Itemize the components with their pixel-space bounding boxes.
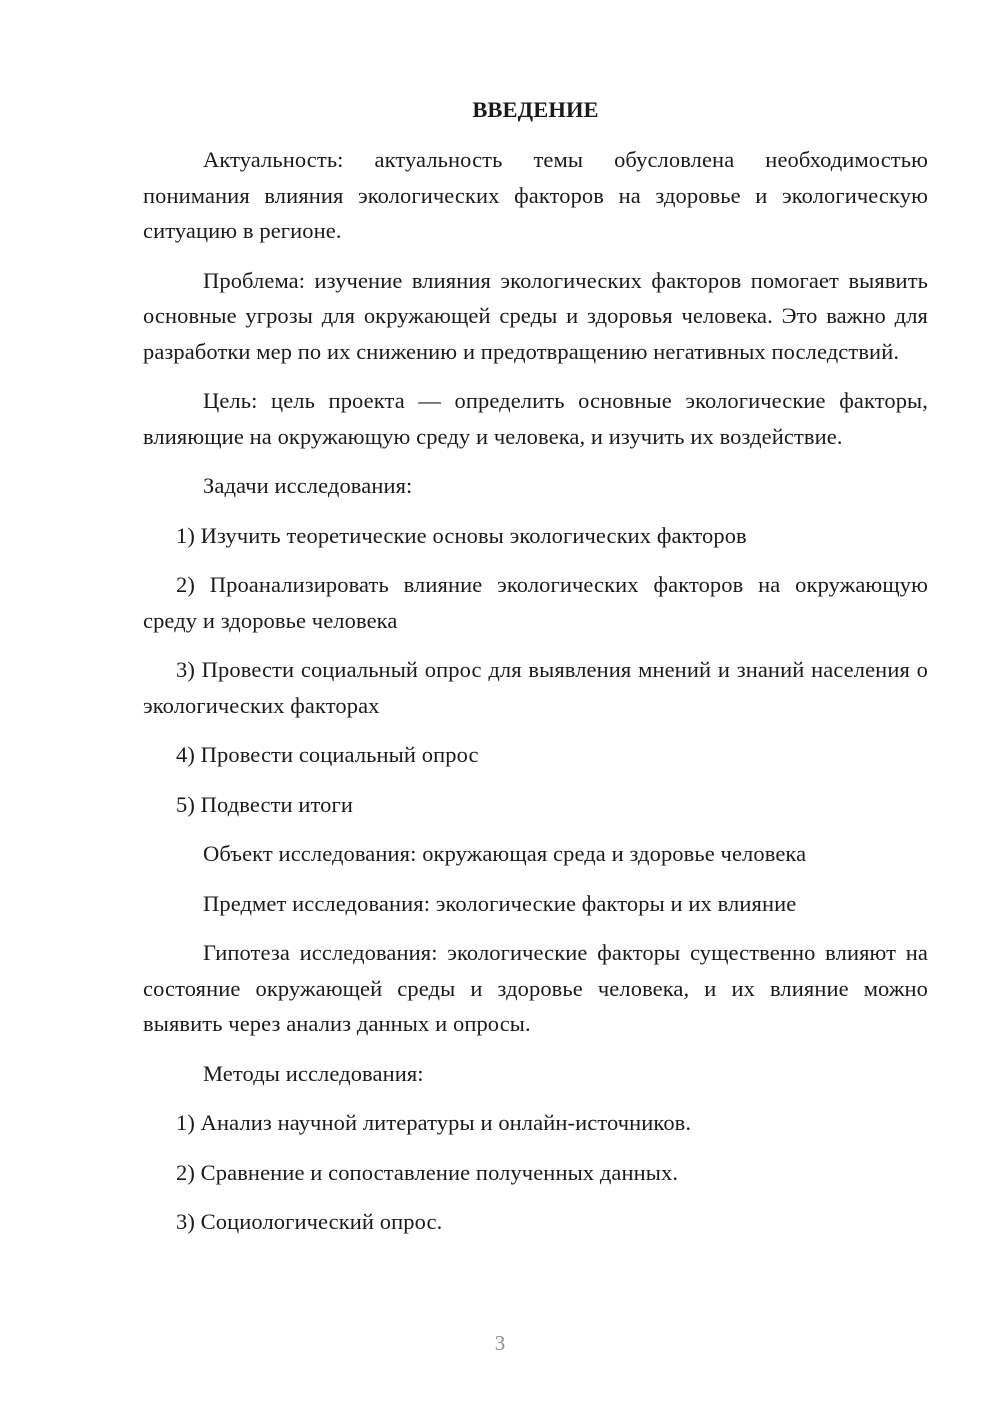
goal-paragraph: Цель: цель проекта — определить основные экологические факторы, влияющие на окружающую среду и человека, и изучить их воздействие. [143,388,928,449]
task-item: 1) Изучить теоретические основы экологических факторов [176,522,747,548]
problem-paragraph: Проблема: изучение влияния экологических факторов помогает выявить основные угрозы для окружающей среды и здоровья человека. Это важно для разработки мер по их снижению и предотвращению негативных последствий. [143,267,928,364]
method-item: 3) Социологический опрос. [176,1209,443,1234]
section-title: ВВЕДЕНИЕ [472,97,599,122]
tasks-heading: Задачи исследования: [203,473,413,498]
task-item: 5) Подвести итоги [176,791,353,817]
method-item: 1) Анализ научной литературы и онлайн-источников. [176,1110,692,1135]
task-item: 4) Провести социальный опрос [176,742,479,767]
page-content [143,92,928,1254]
relevance-paragraph: Актуальность: актуальность темы обусловлена необходимостью понимания влияния экологических факторов на здоровье и экологическую ситуацию в регионе. [143,147,928,243]
method-item: 2) Сравнение и сопоставление полученных данных. [176,1159,679,1185]
methods-heading: Методы исследования: [203,1060,424,1086]
research-hypothesis: Гипотеза исследования: экологические факторы существенно влияют на состояние окружающей среды и здоровье человека, и их влияние можно выявить через анализ данных и опросы. [143,940,928,1036]
research-object: Объект исследования: окружающая среда и здоровье человека [203,841,807,866]
research-subject: Предмет исследования: экологические факторы и их влияние [203,890,797,916]
task-item: 3) Провести социальный опрос для выявления мнений и знаний населения о экологических факторах [143,657,928,718]
page-number: 3 [494,1331,506,1355]
task-item: 2) Проанализировать влияние экологических факторов на окружающую среду и здоровье человека [143,572,928,633]
